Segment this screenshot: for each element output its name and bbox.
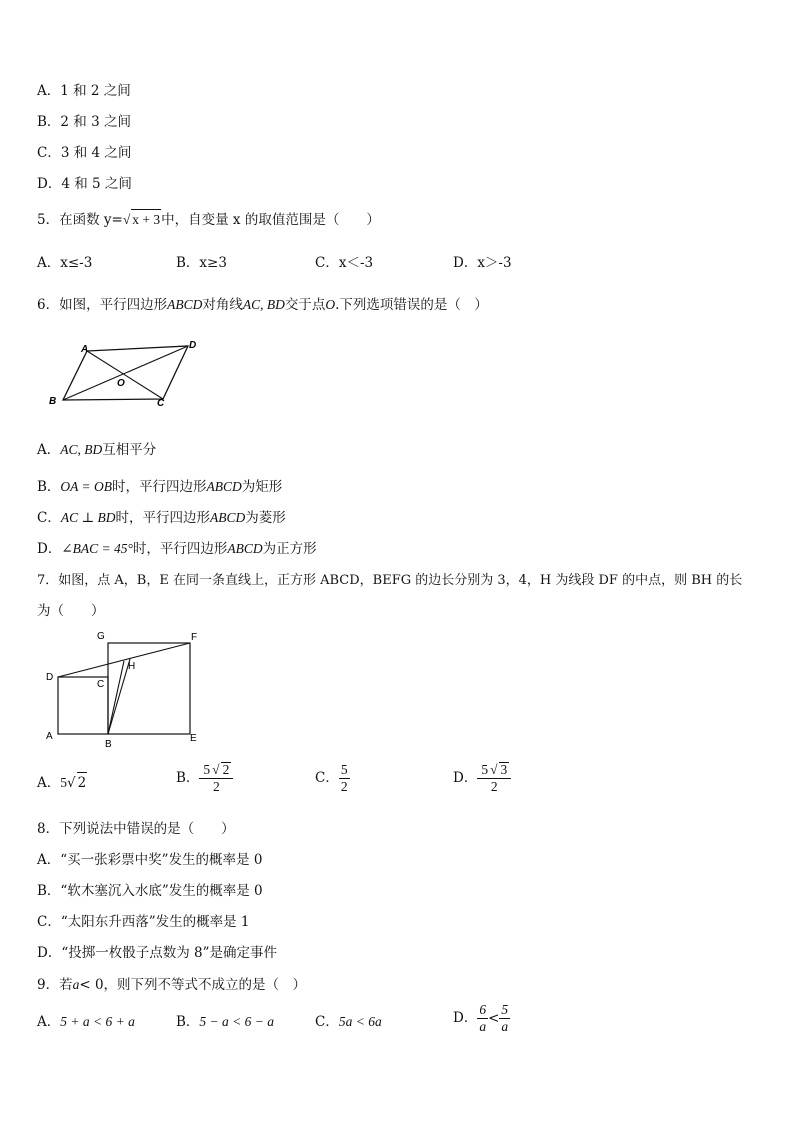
q6-option-a-label: A． bbox=[37, 442, 61, 458]
q5-radicand: x + 3 bbox=[131, 209, 161, 230]
q9-option-d-num2: 5 bbox=[501, 1002, 509, 1017]
q9-option-c-math: 5a < 6a bbox=[338, 1014, 382, 1029]
q6-stem-text-1: 6．如图，平行四边形 bbox=[37, 297, 168, 313]
q9-stem bbox=[37, 975, 306, 995]
q6-option-c-math2: ABCD bbox=[210, 510, 246, 525]
q7-squares-figure bbox=[40, 628, 220, 752]
q7-option-a-radicand: 2 bbox=[77, 772, 88, 793]
q6-stem-text-4: .下列选项错误的是（ ） bbox=[335, 297, 488, 313]
q7-option-b-den: 2 bbox=[213, 779, 220, 794]
q6-option-b-text2: 为矩形 bbox=[241, 479, 283, 495]
q4-option-b: B．2 和 3 之间 bbox=[37, 114, 131, 130]
q9-option-b bbox=[176, 1012, 274, 1032]
q6-option-d-text2: 为正方形 bbox=[262, 541, 317, 557]
q6-stem bbox=[37, 295, 488, 315]
q6-option-d bbox=[37, 539, 317, 559]
q7-option-b-num-coef: 5 bbox=[203, 762, 211, 777]
q6-label-c: C bbox=[157, 398, 165, 408]
q9-stem-text-2: < 0，则下列不等式不成立的是（ ） bbox=[79, 977, 307, 993]
q7-label-h: H bbox=[128, 661, 136, 672]
q5-option-d: D．x＞-3 bbox=[453, 255, 512, 271]
q7-label-b: B bbox=[105, 739, 112, 750]
q6-label-d: D bbox=[189, 340, 197, 351]
q9-option-b-math: 5 − a < 6 − a bbox=[199, 1014, 275, 1029]
q9-stem-math: a bbox=[72, 977, 80, 992]
q6-option-b-math: OA = OB bbox=[60, 479, 113, 494]
q6-option-d-label: D． bbox=[37, 541, 62, 557]
q9-option-a-math: 5 + a < 6 + a bbox=[60, 1014, 135, 1029]
q4-option-a: A．1 和 2 之间 bbox=[37, 83, 131, 99]
q6-option-c-math: AC ⊥ BD bbox=[60, 510, 116, 525]
q6-option-a bbox=[37, 440, 156, 460]
q7-option-c bbox=[315, 762, 350, 795]
q9-option-d-den2: a bbox=[501, 1019, 509, 1034]
q9-option-d-num1: 6 bbox=[479, 1002, 487, 1017]
q6-stem-text-3: 交于点 bbox=[284, 297, 326, 313]
q6-parallelogram-figure bbox=[45, 338, 205, 408]
q7-option-b-label: B． bbox=[176, 770, 200, 786]
q9-option-c-label: C． bbox=[315, 1014, 339, 1030]
q6-option-c-text2: 为菱形 bbox=[245, 510, 286, 526]
q6-option-c-text: 时，平行四边形 bbox=[115, 510, 211, 526]
q8-option-a: A．“买一张彩票中奖”发生的概率是 0 bbox=[37, 852, 263, 868]
q9-option-d-lt: < bbox=[488, 1010, 500, 1027]
q7-option-a-coef: 5 bbox=[60, 775, 67, 790]
q6-option-c bbox=[37, 508, 286, 528]
q6-option-d-text: 时，平行四边形 bbox=[132, 541, 228, 557]
q6-label-b: B bbox=[49, 396, 57, 407]
q6-option-b bbox=[37, 477, 282, 497]
q7-option-d-num-coef: 5 bbox=[481, 762, 489, 777]
q7-option-c-label: C． bbox=[315, 770, 339, 786]
q7-stem-line2: 为（ ） bbox=[37, 603, 105, 619]
q5-suffix: 中，自变量 x 的取值范围是（ ） bbox=[161, 212, 380, 228]
q7-label-g: G bbox=[97, 631, 105, 642]
q7-option-b-num-radicand: 2 bbox=[222, 762, 230, 777]
q7-option-d-label: D． bbox=[453, 770, 478, 786]
q5-prefix: 5．在函数 y= bbox=[37, 212, 123, 228]
q7-option-a: A．5√ 2 bbox=[37, 772, 87, 793]
q9-option-a bbox=[37, 1012, 135, 1032]
q5-stem: 5．在函数 y=√ x + 3中，自变量 x 的取值范围是（ ） bbox=[37, 209, 380, 230]
q9-option-c bbox=[315, 1012, 382, 1032]
q6-option-c-label: C． bbox=[37, 510, 61, 526]
q6-option-b-math2: ABCD bbox=[206, 479, 242, 494]
q8-option-d: D．“投掷一枚骰子点数为 8”是确定事件 bbox=[37, 945, 278, 961]
q7-option-c-num: 5 bbox=[340, 762, 348, 777]
q7-option-a-label: A． bbox=[37, 775, 61, 791]
q6-option-b-label: B． bbox=[37, 479, 61, 495]
q6-option-d-math: ∠BAC = 45° bbox=[61, 541, 133, 556]
q6-stem-text-2: 对角线 bbox=[202, 297, 243, 313]
q4-option-c: C．3 和 4 之间 bbox=[37, 145, 132, 161]
q8-option-c: C．“太阳东升西落”发生的概率是 1 bbox=[37, 914, 250, 930]
q9-option-d-den1: a bbox=[479, 1019, 487, 1034]
q6-option-d-math2: ABCD bbox=[227, 541, 263, 556]
q7-option-d-den: 2 bbox=[490, 779, 498, 794]
q8-stem: 8．下列说法中错误的是（ ） bbox=[37, 821, 235, 837]
q6-label-a: A bbox=[81, 344, 89, 355]
q7-option-c-den: 2 bbox=[340, 779, 348, 794]
q7-label-e: E bbox=[190, 733, 197, 744]
q9-option-b-label: B． bbox=[176, 1014, 200, 1030]
q6-option-a-text: 互相平分 bbox=[102, 442, 157, 458]
q9-stem-text-1: 9．若 bbox=[37, 977, 73, 993]
q7-option-d-num-radicand: 3 bbox=[500, 762, 508, 777]
q9-option-d-label: D． bbox=[453, 1010, 478, 1026]
q7-label-f: F bbox=[191, 632, 198, 643]
q9-option-a-label: A． bbox=[37, 1014, 61, 1030]
q4-option-d: D．4 和 5 之间 bbox=[37, 176, 132, 192]
q6-stem-math-3: O bbox=[325, 297, 336, 312]
q6-option-a-math: AC, BD bbox=[60, 442, 103, 457]
q8-option-b: B．“软木塞沉入水底”发生的概率是 0 bbox=[37, 883, 263, 899]
q7-label-c: C bbox=[97, 679, 105, 690]
q7-option-d: D． $\frac{5 √ 3}{2}$ bbox=[453, 762, 511, 795]
q5-option-c: C．x＜-3 bbox=[315, 255, 374, 271]
q7-label-a: A bbox=[46, 731, 53, 742]
q7-stem-line1: 7．如图，点 A，B，E 在同一条直线上，正方形 ABCD，BEFG 的边长分别为 3，4，H 为线段 DF 的中点，则 BH 的长 bbox=[37, 573, 743, 588]
q7-label-d: D bbox=[46, 672, 54, 683]
q5-option-a: A．x≤-3 bbox=[37, 255, 93, 271]
q6-option-b-text: 时，平行四边形 bbox=[112, 479, 207, 495]
q6-stem-math-1: ABCD bbox=[167, 297, 203, 312]
q5-option-b: B．x≥3 bbox=[176, 255, 227, 271]
q6-stem-math-2: AC, BD bbox=[242, 297, 285, 312]
q6-label-o: O bbox=[117, 378, 125, 389]
q7-option-b: B． $\frac{5 √ 2}{2}$ bbox=[176, 762, 233, 795]
q9-option-d bbox=[453, 1002, 510, 1035]
